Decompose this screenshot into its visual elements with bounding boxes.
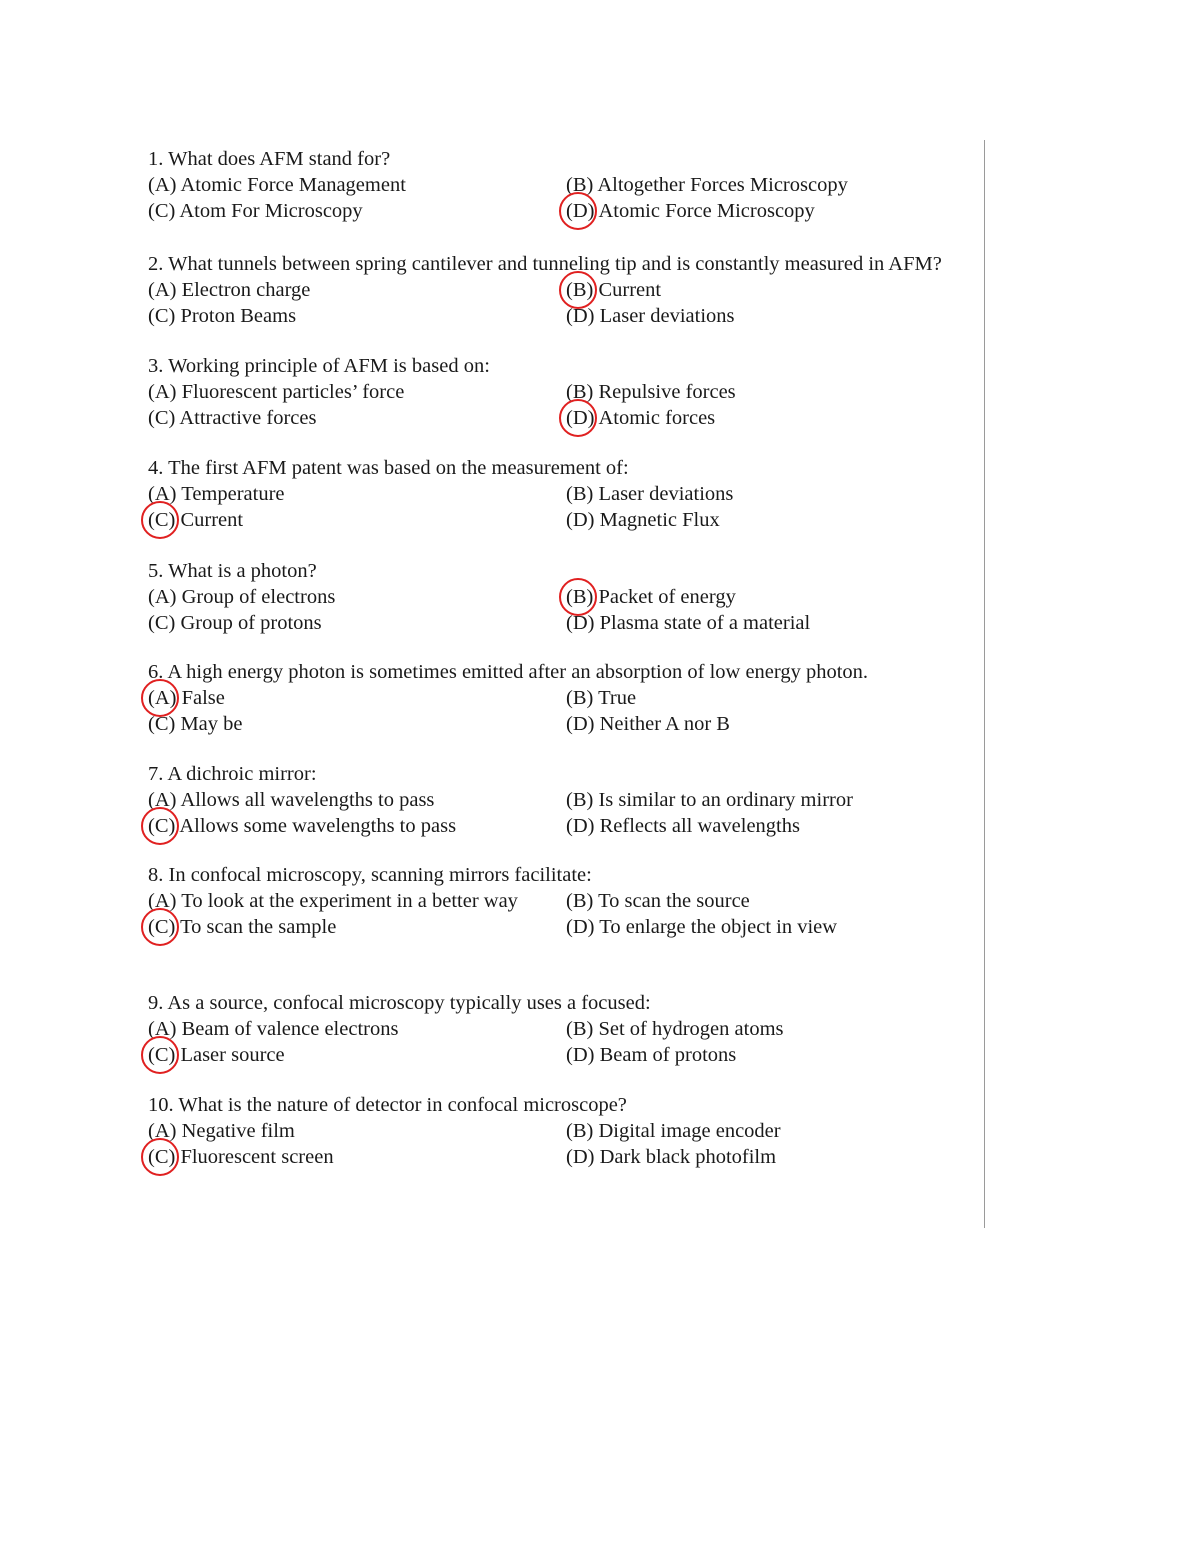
option-row xyxy=(148,379,988,405)
option-text: Neither A nor B xyxy=(594,713,730,735)
option-label-text: (B) xyxy=(566,174,594,196)
option-text: Packet of energy xyxy=(593,586,736,608)
option-label xyxy=(566,711,594,737)
option-label xyxy=(148,914,175,940)
option-a xyxy=(148,1118,295,1144)
option-text: Attractive forces xyxy=(175,407,317,429)
option-label-text: (A) xyxy=(148,174,177,196)
option-text: False xyxy=(176,687,225,709)
option-label-text: (C) xyxy=(148,509,176,531)
option-label xyxy=(566,1042,594,1068)
option-label xyxy=(148,172,176,198)
option-label xyxy=(148,787,176,813)
option-row xyxy=(148,277,988,303)
option-c xyxy=(148,198,363,224)
option-text: Proton Beams xyxy=(175,305,297,327)
option-label xyxy=(566,481,593,507)
option-label xyxy=(566,198,594,224)
question-4 xyxy=(148,455,988,533)
option-text: Repulsive forces xyxy=(593,381,736,403)
option-label-text: (A) xyxy=(148,687,177,709)
option-text: Reflects all wavelengths xyxy=(594,815,800,837)
option-a xyxy=(148,277,310,303)
option-b xyxy=(566,277,661,303)
option-d xyxy=(566,1144,776,1170)
option-label-text: (A) xyxy=(148,1120,177,1142)
question-stem: 2. What tunnels between spring cantilever and tunneling tip and is constantly measured in AFM? xyxy=(148,253,942,275)
option-row xyxy=(148,787,988,813)
option-text: Laser deviations xyxy=(594,305,735,327)
option-label xyxy=(148,685,176,711)
option-text: Laser deviations xyxy=(593,483,734,505)
option-label xyxy=(148,379,176,405)
option-text: To enlarge the object in view xyxy=(594,916,838,938)
option-label-text: (C) xyxy=(148,916,176,938)
option-text: Digital image encoder xyxy=(593,1120,781,1142)
option-a xyxy=(148,379,404,405)
option-row xyxy=(148,481,988,507)
option-d xyxy=(566,610,810,636)
option-label-text: (D) xyxy=(566,713,595,735)
question-stem: 1. What does AFM stand for? xyxy=(148,148,391,170)
question-stem: 4. The first AFM patent was based on the measurement of: xyxy=(148,457,629,479)
option-label-text: (C) xyxy=(148,1044,176,1066)
option-text: Atomic forces xyxy=(594,407,716,429)
option-label-text: (C) xyxy=(148,713,176,735)
option-label xyxy=(566,787,593,813)
option-row xyxy=(148,1042,988,1068)
option-row xyxy=(148,711,988,737)
question-9 xyxy=(148,990,988,1068)
option-label-text: (C) xyxy=(148,1146,176,1168)
option-a xyxy=(148,172,406,198)
option-d xyxy=(566,813,800,839)
option-label-text: (B) xyxy=(566,279,594,301)
option-a xyxy=(148,888,518,914)
option-a xyxy=(148,685,225,711)
question-1 xyxy=(148,146,988,224)
option-text: To look at the experiment in a better way xyxy=(176,890,518,912)
option-label-text: (B) xyxy=(566,789,594,811)
option-label xyxy=(148,277,176,303)
question-10 xyxy=(148,1092,988,1170)
option-b xyxy=(566,787,853,813)
option-text: Beam of protons xyxy=(594,1044,737,1066)
option-label-text: (C) xyxy=(148,815,176,837)
option-row xyxy=(148,172,988,198)
option-label-text: (C) xyxy=(148,305,176,327)
option-label xyxy=(148,481,176,507)
option-b xyxy=(566,1118,781,1144)
option-text: Dark black photofilm xyxy=(594,1146,777,1168)
option-label xyxy=(148,198,175,224)
option-text: Atomic Force Management xyxy=(176,174,406,196)
option-label xyxy=(148,711,175,737)
option-label xyxy=(148,1144,175,1170)
question-stem: 7. A dichroic mirror: xyxy=(148,763,317,785)
option-text: Plasma state of a material xyxy=(594,612,811,634)
option-text: To scan the source xyxy=(593,890,750,912)
question-stem: 9. As a source, confocal microscopy typically uses a focused: xyxy=(148,992,651,1014)
option-text: Fluorescent screen xyxy=(175,1146,334,1168)
question-2 xyxy=(148,251,988,329)
option-label xyxy=(566,172,593,198)
question-3 xyxy=(148,353,988,431)
option-c xyxy=(148,507,243,533)
option-label xyxy=(148,507,175,533)
option-row xyxy=(148,914,988,940)
option-b xyxy=(566,481,733,507)
option-label xyxy=(566,685,593,711)
option-d xyxy=(566,1042,736,1068)
option-text: Allows all wavelengths to pass xyxy=(176,789,435,811)
option-label-text: (A) xyxy=(148,586,177,608)
option-label xyxy=(566,405,594,431)
option-text: Laser source xyxy=(175,1044,285,1066)
option-label-text: (D) xyxy=(566,815,595,837)
option-label-text: (C) xyxy=(148,612,176,634)
option-text: Set of hydrogen atoms xyxy=(593,1018,784,1040)
option-label-text: (A) xyxy=(148,1018,177,1040)
option-b xyxy=(566,685,636,711)
option-label-text: (B) xyxy=(566,687,594,709)
option-row xyxy=(148,685,988,711)
option-label xyxy=(148,888,176,914)
option-label xyxy=(566,813,594,839)
option-c xyxy=(148,1042,285,1068)
option-text: Negative film xyxy=(176,1120,295,1142)
option-label xyxy=(566,1144,594,1170)
option-label-text: (D) xyxy=(566,916,595,938)
option-b xyxy=(566,888,750,914)
option-b xyxy=(566,172,848,198)
option-label-text: (A) xyxy=(148,279,177,301)
option-row xyxy=(148,888,988,914)
option-text: Allows some wavelengths to pass xyxy=(175,815,457,837)
option-label-text: (D) xyxy=(566,1146,595,1168)
option-a xyxy=(148,481,285,507)
option-label-text: (A) xyxy=(148,789,177,811)
option-text: Atom For Microscopy xyxy=(175,200,363,222)
option-row xyxy=(148,584,988,610)
option-label xyxy=(566,507,594,533)
option-b xyxy=(566,1016,784,1042)
option-c xyxy=(148,405,317,431)
option-text: Fluorescent particles’ force xyxy=(176,381,405,403)
option-row xyxy=(148,507,988,533)
option-d xyxy=(566,198,815,224)
option-label xyxy=(148,405,175,431)
option-text: Temperature xyxy=(176,483,285,505)
option-label xyxy=(148,1016,176,1042)
question-8 xyxy=(148,862,988,940)
question-stem: 3. Working principle of AFM is based on: xyxy=(148,355,490,377)
option-c xyxy=(148,1144,334,1170)
option-row xyxy=(148,1016,988,1042)
option-label xyxy=(566,914,594,940)
option-label-text: (B) xyxy=(566,381,594,403)
option-row xyxy=(148,1118,988,1144)
option-text: True xyxy=(593,687,637,709)
option-label-text: (A) xyxy=(148,890,177,912)
option-label xyxy=(148,813,175,839)
option-label-text: (B) xyxy=(566,890,594,912)
option-text: Magnetic Flux xyxy=(594,509,720,531)
option-row xyxy=(148,1144,988,1170)
option-label xyxy=(148,303,175,329)
option-text: Altogether Forces Microscopy xyxy=(593,174,848,196)
option-label xyxy=(148,1042,175,1068)
option-label-text: (B) xyxy=(566,586,594,608)
option-b xyxy=(566,584,736,610)
option-label xyxy=(566,610,594,636)
option-label-text: (D) xyxy=(566,612,595,634)
option-label-text: (B) xyxy=(566,483,594,505)
option-label xyxy=(148,610,175,636)
option-text: Electron charge xyxy=(176,279,311,301)
option-label-text: (B) xyxy=(566,1018,594,1040)
question-stem: 10. What is the nature of detector in confocal microscope? xyxy=(148,1094,627,1116)
option-b xyxy=(566,379,736,405)
option-text: Is similar to an ordinary mirror xyxy=(593,789,853,811)
option-label xyxy=(148,584,176,610)
option-d xyxy=(566,914,837,940)
option-row xyxy=(148,198,988,224)
option-a xyxy=(148,787,434,813)
question-5 xyxy=(148,558,988,636)
option-c xyxy=(148,914,336,940)
option-c xyxy=(148,711,243,737)
option-label-text: (B) xyxy=(566,1120,594,1142)
question-6 xyxy=(148,659,988,737)
option-row xyxy=(148,610,988,636)
question-7 xyxy=(148,761,988,839)
option-label-text: (A) xyxy=(148,381,177,403)
option-label xyxy=(566,888,593,914)
option-label-text: (D) xyxy=(566,407,595,429)
option-label-text: (D) xyxy=(566,200,595,222)
question-stem: 5. What is a photon? xyxy=(148,560,317,582)
option-a xyxy=(148,1016,398,1042)
option-c xyxy=(148,303,296,329)
option-row xyxy=(148,303,988,329)
option-label xyxy=(566,303,594,329)
option-label-text: (C) xyxy=(148,200,176,222)
option-label-text: (A) xyxy=(148,483,177,505)
option-label xyxy=(566,379,593,405)
option-label-text: (D) xyxy=(566,1044,595,1066)
option-text: Beam of valence electrons xyxy=(176,1018,399,1040)
question-stem: 6. A high energy photon is sometimes emitted after an absorption of low energy photon. xyxy=(148,661,869,683)
option-c xyxy=(148,610,322,636)
option-text: To scan the sample xyxy=(175,916,337,938)
option-text: Group of protons xyxy=(175,612,322,634)
option-text: Atomic Force Microscopy xyxy=(594,200,815,222)
question-stem: 8. In confocal microscopy, scanning mirrors facilitate: xyxy=(148,864,592,886)
option-text: Group of electrons xyxy=(176,586,336,608)
option-a xyxy=(148,584,335,610)
option-label xyxy=(566,1016,593,1042)
option-label xyxy=(566,277,593,303)
option-row xyxy=(148,405,988,431)
option-c xyxy=(148,813,456,839)
option-d xyxy=(566,405,715,431)
option-text: May be xyxy=(175,713,243,735)
option-text: Current xyxy=(593,279,662,301)
option-label xyxy=(148,1118,176,1144)
option-row xyxy=(148,813,988,839)
option-d xyxy=(566,711,730,737)
option-label-text: (C) xyxy=(148,407,176,429)
option-text: Current xyxy=(175,509,244,531)
option-d xyxy=(566,303,735,329)
option-d xyxy=(566,507,720,533)
option-label xyxy=(566,584,593,610)
option-label-text: (D) xyxy=(566,305,595,327)
option-label-text: (D) xyxy=(566,509,595,531)
option-label xyxy=(566,1118,593,1144)
